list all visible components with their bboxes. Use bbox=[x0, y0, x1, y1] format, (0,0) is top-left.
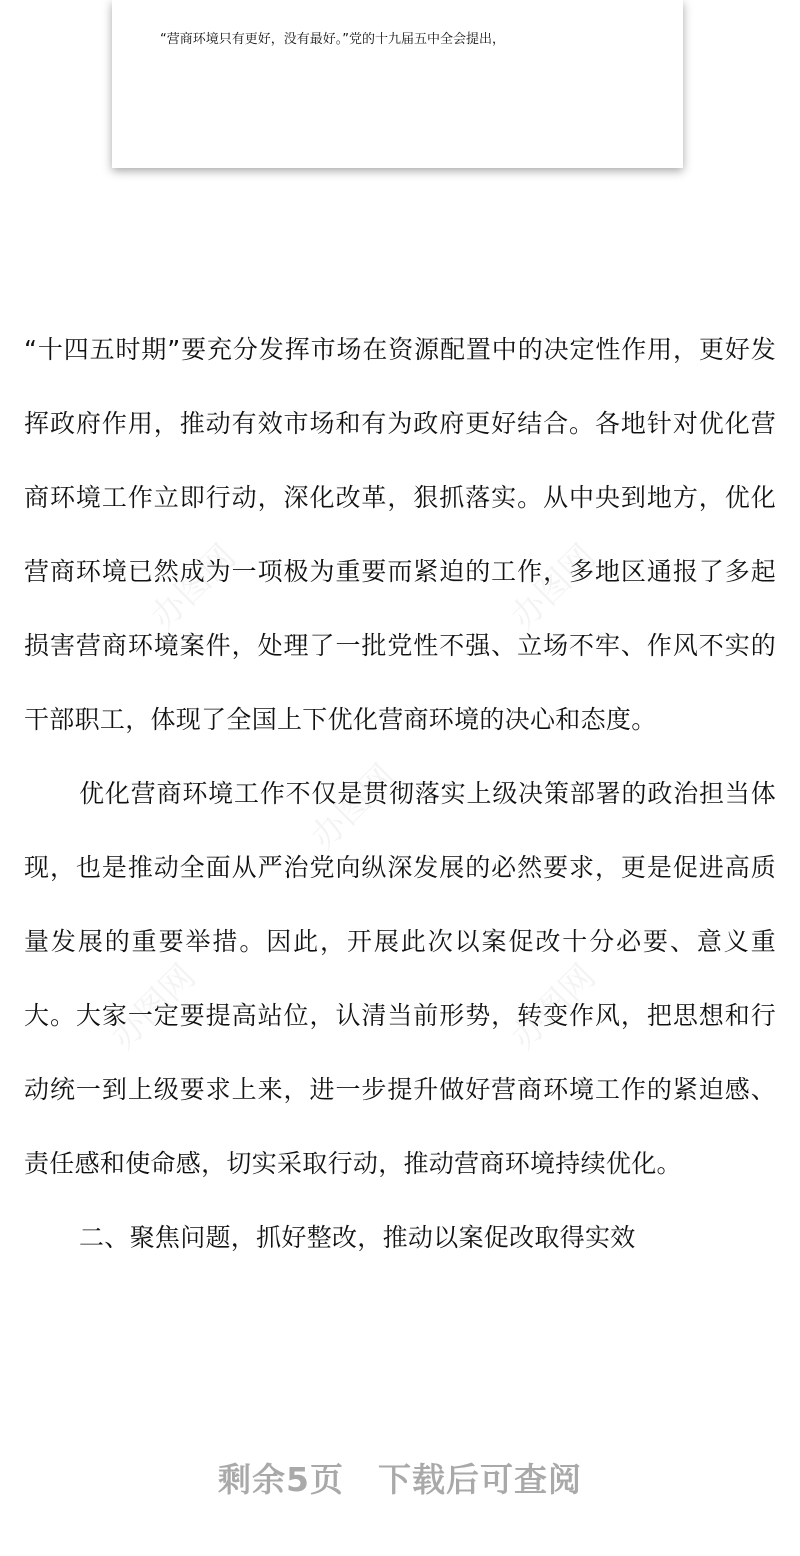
watermark: 办图网 bbox=[103, 956, 204, 1058]
watermark: 办图网 bbox=[143, 536, 244, 638]
preview-card bbox=[112, 0, 683, 168]
section-heading: 二、聚焦问题，抓好整改，推动以案促改取得实效 bbox=[79, 1223, 636, 1252]
paragraph: “十四五时期”要充分发挥市场在资源配置中的决定性作用，更好发挥政府作用，推动有效市场和有为政府更好结合。各地针对优化营商环境工作立即行动，深化改革，狠抓落实。从中央到地方，优化营商环境已然成为一项极为重要而紧迫的工作，多地区通报了多起损害营商环境案件，处理了一批党性不强、立场不牢、作风不实的干部职工，体现了全国上下优化营商环境的决心和态度。 bbox=[24, 335, 776, 734]
preview-text: “营商环境只有更好，没有最好。”党的十九届五中全会提出， bbox=[160, 32, 505, 47]
watermark: 办图网 bbox=[503, 536, 604, 638]
download-to-view-label[interactable]: 下载后可查阅 bbox=[377, 1460, 582, 1499]
document-body bbox=[24, 313, 776, 1275]
remaining-pages-label: 剩余5页 bbox=[218, 1460, 344, 1499]
paragraph: 优化营商环境工作不仅是贯彻落实上级决策部署的政治担当体现，也是推动全面从严治党向纵深发展的必然要求，更是促进高质量发展的重要举措。因此，开展此次以案促改十分必要、意义重大。大家一定要提高站位，认清当前形势，转变作风，把思想和行动统一到上级要求上来，进一步提升做好营商环境工作的紧迫感、责任感和使命感，切实采取行动，推动营商环境持续优化。 bbox=[24, 779, 776, 1178]
download-prompt-bar[interactable] bbox=[0, 1440, 800, 1520]
watermark: 办图网 bbox=[503, 956, 604, 1058]
watermark: 办图网 bbox=[303, 756, 404, 858]
